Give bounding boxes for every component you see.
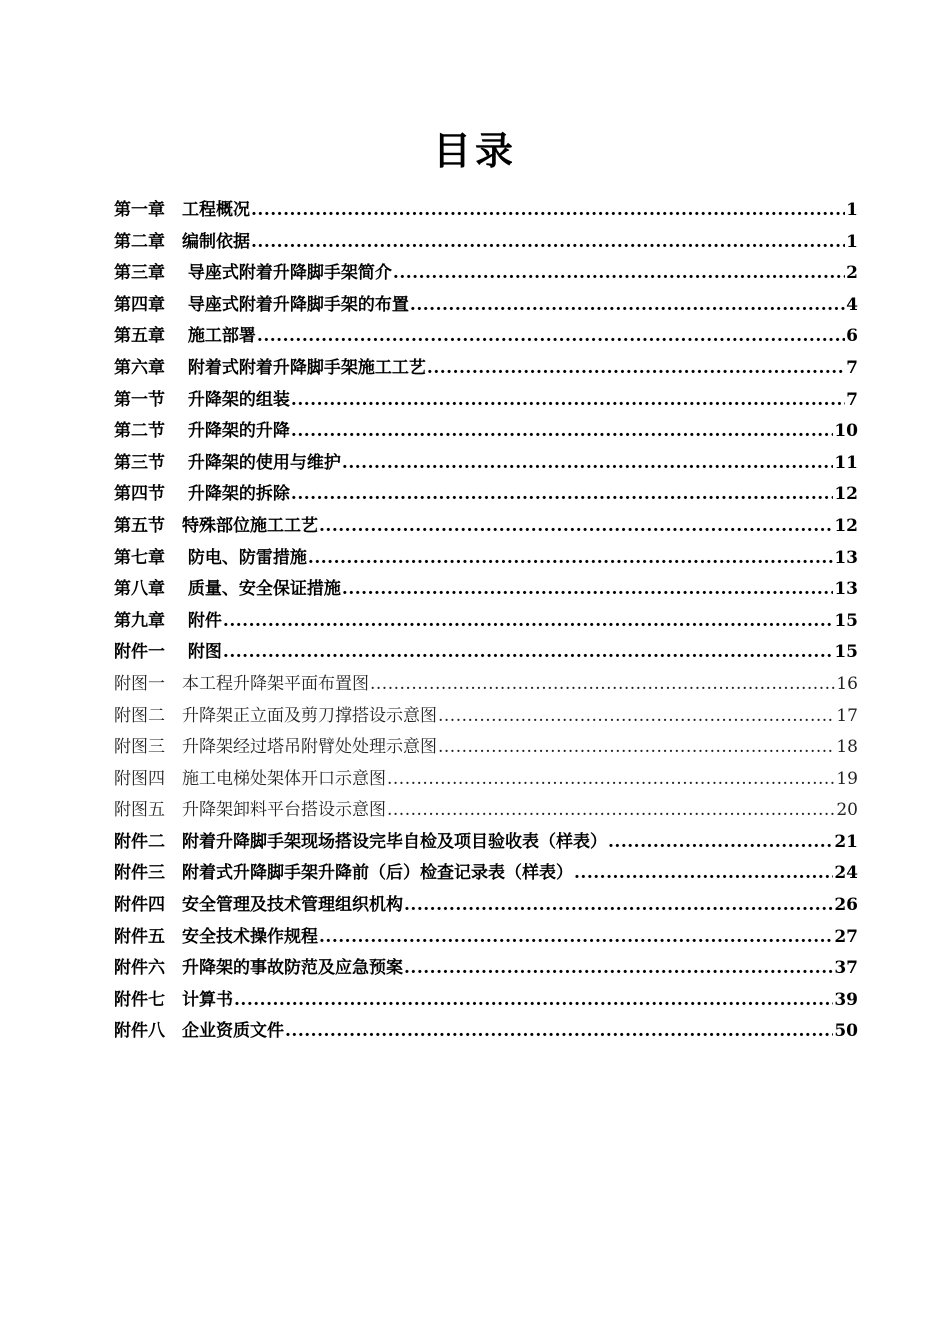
toc-entry-label: 第一章 工程概况 (114, 200, 250, 220)
toc-entry-page-number: 15 (834, 642, 858, 663)
toc-dot-leader (342, 448, 833, 480)
toc-entry-page-number: 12 (834, 515, 858, 536)
toc-entry[interactable] (114, 321, 858, 353)
toc-entry-label: 附图五 升降架卸料平台搭设示意图 (114, 800, 386, 821)
toc-dot-leader (574, 858, 833, 890)
toc-entry[interactable] (114, 416, 858, 448)
toc-dot-leader (387, 764, 835, 796)
toc-dot-leader (257, 321, 845, 353)
toc-entry-page-number: 18 (836, 737, 858, 758)
toc-entry[interactable] (114, 574, 858, 606)
toc-entry[interactable] (114, 606, 858, 638)
toc-entry-label: 附图四 施工电梯处架体开口示意图 (114, 768, 386, 789)
toc-entry-label: 附件八 企业资质文件 (114, 1021, 284, 1042)
toc-entry-label: 第二章 编制依据 (114, 231, 250, 252)
toc-entry[interactable] (114, 290, 858, 322)
toc-entry-page-number: 7 (846, 357, 858, 378)
toc-entry-page-number: 7 (846, 389, 858, 410)
toc-dot-leader (223, 637, 833, 669)
toc-dot-leader (319, 922, 833, 954)
toc-entry[interactable] (114, 669, 858, 701)
toc-entry[interactable] (114, 985, 858, 1017)
toc-entry-page-number: 37 (834, 958, 858, 979)
toc-entry-label: 附件二 附着升降脚手架现场搭设完毕自检及项目验收表（样表） (114, 831, 607, 852)
toc-entry-page-number: 27 (834, 926, 858, 947)
toc-entry-page-number: 10 (834, 421, 858, 442)
toc-dot-leader (438, 701, 835, 733)
toc-entry-label: 附件五 安全技术操作规程 (114, 926, 318, 947)
toc-entry[interactable] (114, 953, 858, 985)
toc-entry-page-number: 16 (836, 673, 858, 694)
toc-entry[interactable] (114, 795, 858, 827)
toc-entry-label: 第三章 导座式附着升降脚手架简介 (114, 263, 392, 284)
toc-entry-page-number: 1 (846, 231, 858, 252)
toc-dot-leader (342, 574, 833, 606)
toc-entry-page-number: 12 (834, 484, 858, 505)
toc-dot-leader (438, 732, 835, 764)
toc-entry[interactable] (114, 1016, 858, 1048)
toc-entry-page-number: 1 (846, 200, 858, 220)
toc-entry-page-number: 4 (846, 294, 858, 315)
toc-dot-leader (291, 416, 833, 448)
toc-entry[interactable] (114, 385, 858, 417)
toc-entry[interactable] (114, 195, 858, 227)
toc-entry-label: 第九章 附件 (114, 610, 222, 631)
toc-entry-label: 第四章 导座式附着升降脚手架的布置 (114, 294, 409, 315)
toc-entry[interactable] (114, 701, 858, 733)
page-title: 目录 (432, 128, 517, 174)
toc-entry-label: 第六章 附着式附着升降脚手架施工工艺 (114, 357, 426, 378)
toc-entry-label: 第一节 升降架的组装 (114, 389, 290, 410)
toc-entry-page-number: 24 (834, 863, 858, 884)
toc-dot-leader (285, 1016, 833, 1048)
toc-entry-label: 附件一 附图 (114, 642, 222, 663)
toc-entry[interactable] (114, 732, 858, 764)
toc-dot-leader (404, 890, 833, 922)
toc-entry-label: 第八章 质量、安全保证措施 (114, 579, 341, 600)
toc-dot-leader (251, 227, 845, 259)
toc-entry[interactable] (114, 637, 858, 669)
toc-dot-leader (387, 795, 835, 827)
toc-dot-leader (319, 511, 833, 543)
toc-entry[interactable] (114, 511, 858, 543)
toc-entry[interactable] (114, 479, 858, 511)
toc-entry-page-number: 19 (836, 768, 858, 789)
toc-entry-page-number: 20 (836, 800, 858, 821)
toc-entry-page-number: 50 (834, 1021, 858, 1042)
toc-entry-page-number: 15 (834, 610, 858, 631)
toc-entry-page-number: 6 (846, 326, 858, 347)
toc-dot-leader (370, 669, 835, 701)
toc-entry-label: 第三节 升降架的使用与维护 (114, 452, 341, 473)
toc-dot-leader (427, 353, 845, 385)
toc-dot-leader (410, 290, 845, 322)
toc-entry-page-number: 21 (834, 831, 858, 852)
toc-entry[interactable] (114, 764, 858, 796)
table-of-contents (114, 195, 858, 1048)
toc-dot-leader (404, 953, 833, 985)
toc-dot-leader (251, 195, 845, 227)
toc-entry[interactable] (114, 258, 858, 290)
toc-dot-leader (291, 479, 833, 511)
toc-entry-page-number: 13 (834, 579, 858, 600)
toc-entry-label: 附件七 计算书 (114, 989, 233, 1010)
toc-entry-label: 第四节 升降架的拆除 (114, 484, 290, 505)
toc-entry-label: 第二节 升降架的升降 (114, 421, 290, 442)
toc-dot-leader (234, 985, 833, 1017)
toc-entry-label: 附图一 本工程升降架平面布置图 (114, 673, 369, 694)
toc-dot-leader (608, 827, 833, 859)
toc-entry[interactable] (114, 922, 858, 954)
toc-entry[interactable] (114, 227, 858, 259)
toc-entry-page-number: 2 (846, 263, 858, 284)
toc-dot-leader (308, 543, 833, 575)
toc-entry[interactable] (114, 543, 858, 575)
toc-entry[interactable] (114, 448, 858, 480)
toc-entry-label: 第七章 防电、防雷措施 (114, 547, 307, 568)
toc-entry-page-number: 13 (834, 547, 858, 568)
toc-entry-page-number: 39 (834, 989, 858, 1010)
toc-dot-leader (393, 258, 845, 290)
toc-entry-label: 第五节 特殊部位施工工艺 (114, 515, 318, 536)
toc-entry-page-number: 26 (834, 895, 858, 916)
toc-entry-label: 附图三 升降架经过塔吊附臂处处理示意图 (114, 737, 437, 758)
toc-entry-label: 附件三 附着式升降脚手架升降前（后）检查记录表（样表） (114, 863, 573, 884)
toc-entry-label: 第五章 施工部署 (114, 326, 256, 347)
toc-entry-label: 附件四 安全管理及技术管理组织机构 (114, 895, 403, 916)
toc-entry[interactable] (114, 353, 858, 385)
toc-entry[interactable] (114, 827, 858, 859)
toc-entry-page-number: 11 (834, 452, 858, 473)
toc-dot-leader (291, 385, 845, 417)
toc-entry[interactable] (114, 858, 858, 890)
toc-entry-label: 附图二 升降架正立面及剪刀撑搭设示意图 (114, 705, 437, 726)
toc-entry-label: 附件六 升降架的事故防范及应急预案 (114, 958, 403, 979)
toc-entry-page-number: 17 (836, 705, 858, 726)
toc-entry[interactable] (114, 890, 858, 922)
toc-dot-leader (223, 606, 833, 638)
